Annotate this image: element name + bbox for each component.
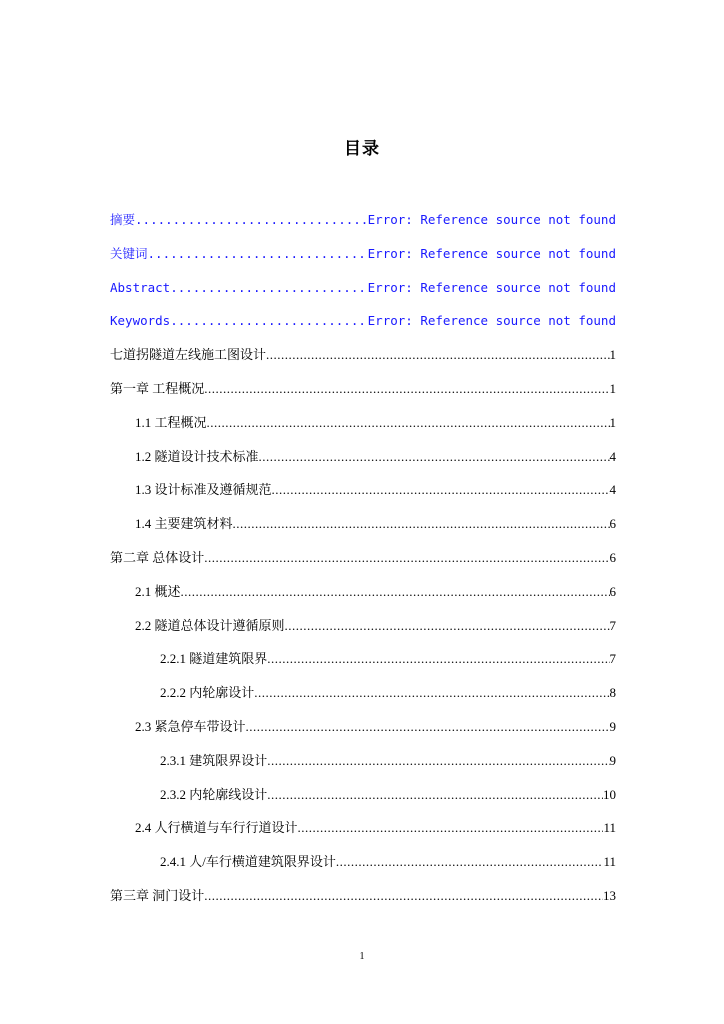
table-of-contents [110,203,616,913]
toc-entry-page: 6 [609,549,616,565]
toc-entry-ref: Error: Reference source not found [367,279,616,295]
toc-entry-label: 2.4.1 人/车行横道建筑限界设计 [160,854,336,870]
toc-entry-section[interactable] [110,575,616,609]
toc-entry-keywords-en[interactable] [110,304,616,338]
toc-entry-page: 9 [609,718,616,734]
toc-entry-label: 2.3.2 内轮廓线设计 [160,786,268,802]
toc-entry-chapter[interactable] [110,372,616,406]
toc-entry-page: 11 [603,854,616,870]
toc-entry-label: 2.3 紧急停车带设计 [135,718,246,734]
toc-title: 目录 [344,139,380,159]
dot-leader [135,203,368,237]
toc-entry-page: 10 [603,786,616,802]
toc-entry-subsection[interactable] [110,676,616,710]
toc-entry-chapter[interactable] [110,879,616,913]
toc-entry-label: 1.4 主要建筑材料 [135,516,233,532]
dot-leader [267,778,603,812]
toc-entry-page: 13 [603,887,616,903]
toc-entry-ref: Error: Reference source not found [367,212,616,227]
dot-leader [266,338,609,372]
toc-entry-section[interactable] [110,609,616,643]
toc-entry-keywords-cn[interactable] [110,237,616,271]
dot-leader [246,710,610,744]
toc-entry-label: 关键词 [110,245,148,261]
toc-entry-label: 1.1 工程概况 [135,414,207,430]
toc-entry-page: 7 [609,651,616,667]
toc-entry-page: 7 [609,617,616,633]
toc-entry-page: 6 [609,516,616,532]
toc-entry-ref: Error: Reference source not found [367,313,616,329]
toc-entry-subsection[interactable] [110,778,616,812]
dot-leader [267,744,609,778]
toc-entry-abstract-en[interactable] [110,271,616,305]
toc-entry-label: 第二章 总体设计 [110,549,205,565]
dot-leader [204,372,609,406]
dot-leader [207,406,610,440]
toc-entry-page: 4 [609,448,616,464]
toc-entry-label: 第一章 工程概况 [110,380,205,396]
toc-entry-label: 第三章 洞门设计 [110,887,205,903]
toc-entry-chapter[interactable] [110,541,616,575]
toc-entry-subsection[interactable] [110,744,616,778]
toc-entry-page: 1 [609,347,616,363]
toc-entry-label: 2.1 概述 [135,583,181,599]
toc-entry-page: 6 [609,583,616,599]
toc-entry[interactable] [110,338,616,372]
dot-leader [204,541,609,575]
toc-entry-abstract-cn[interactable] [110,203,616,237]
toc-entry-page: 11 [603,820,616,836]
toc-entry-label: 1.3 设计标准及遵循规范 [135,482,272,498]
dot-leader [259,440,610,474]
dot-leader [233,507,610,541]
toc-entry-page: 8 [609,685,616,701]
dot-leader [170,271,367,305]
dot-leader [285,609,610,643]
toc-entry-section[interactable] [110,406,616,440]
toc-entry-label: 1.2 隧道设计技术标准 [135,448,259,464]
dot-leader [204,879,603,913]
toc-entry-label: 2.2 隧道总体设计遵循原则 [135,617,285,633]
toc-entry-label: 2.2.2 内轮廓设计 [160,685,255,701]
toc-entry-label: 2.3.1 建筑限界设计 [160,752,268,768]
dot-leader [148,237,368,271]
page-number: 1 [359,951,365,962]
toc-entry-label: Keywords [110,313,171,329]
toc-entry-label: 2.4 人行横道与车行行道设计 [135,820,298,836]
dot-leader [298,811,604,845]
dot-leader [254,676,609,710]
toc-entry-subsection[interactable] [110,845,616,879]
dot-leader [170,304,367,338]
toc-entry-ref: Error: Reference source not found [367,245,616,261]
toc-entry-page: 4 [609,482,616,498]
dot-leader [181,575,610,609]
dot-leader [267,642,609,676]
toc-entry-section[interactable] [110,811,616,845]
toc-entry-label: Abstract [110,279,171,295]
toc-entry-section[interactable] [110,710,616,744]
dot-leader [336,845,604,879]
toc-entry-label: 摘要 [110,212,136,227]
toc-entry-page: 9 [609,752,616,768]
toc-entry-section[interactable] [110,507,616,541]
dot-leader [272,473,610,507]
toc-entry-label: 七道拐隧道左线施工图设计 [110,347,267,363]
toc-entry-label: 2.2.1 隧道建筑限界 [160,651,268,667]
toc-entry-page: 1 [609,380,616,396]
toc-entry-section[interactable] [110,473,616,507]
toc-entry-page: 1 [609,414,616,430]
toc-entry-subsection[interactable] [110,642,616,676]
toc-entry-section[interactable] [110,440,616,474]
